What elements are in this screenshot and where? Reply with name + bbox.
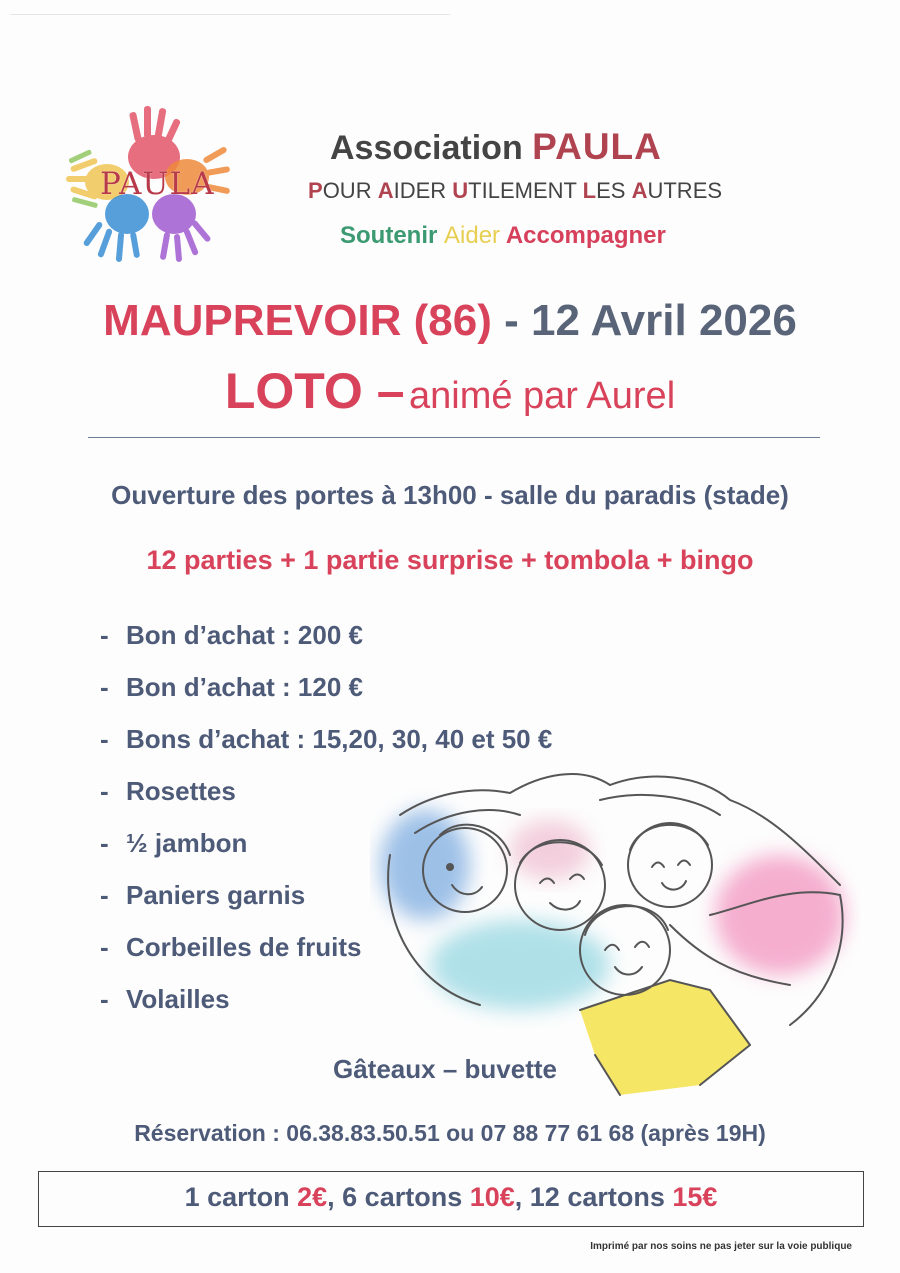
games-info: 12 parties + 1 partie surprise + tombola + bingo bbox=[146, 545, 754, 575]
association-name: PAULA bbox=[532, 126, 662, 167]
bullet-dash: - bbox=[100, 672, 109, 702]
price-value: 2€ bbox=[297, 1182, 328, 1212]
pricing-box bbox=[38, 1171, 864, 1227]
prize-label: ½ jambon bbox=[126, 828, 248, 858]
price-label: , 6 cartons bbox=[327, 1182, 470, 1212]
scan-artifact-line bbox=[10, 14, 450, 15]
price-value: 15€ bbox=[672, 1182, 718, 1212]
tagline-initial: L bbox=[582, 178, 597, 203]
tagline-initial: P bbox=[308, 178, 323, 203]
event-date: - 12 Avril 2026 bbox=[504, 296, 797, 345]
tagline-word: UTRES bbox=[647, 178, 723, 203]
bullet-dash: - bbox=[100, 776, 109, 806]
motto-soutenir: Soutenir bbox=[340, 222, 438, 249]
prize-label: Volailles bbox=[126, 984, 230, 1014]
event-host: animé par Aurel bbox=[408, 375, 676, 417]
price-value: 10€ bbox=[469, 1182, 515, 1212]
event-place-date bbox=[0, 296, 900, 346]
event-title-line bbox=[0, 362, 900, 420]
motto-aider: Aider bbox=[444, 222, 501, 249]
tagline-word: ES bbox=[596, 178, 632, 203]
bullet-dash: - bbox=[100, 880, 109, 910]
prize-label: Bons d’achat : 15,20, 30, 40 et 50 € bbox=[126, 724, 553, 754]
paula-logo bbox=[62, 102, 232, 267]
prize-label: Bon d’achat : 200 € bbox=[126, 620, 363, 650]
tagline-initial: A bbox=[631, 178, 648, 203]
bullet-dash: - bbox=[100, 724, 109, 754]
price-label: , 12 cartons bbox=[514, 1182, 673, 1212]
list-item bbox=[100, 672, 552, 724]
refreshments-info: Gâteaux – buvette bbox=[333, 1054, 557, 1084]
event-title: LOTO – bbox=[224, 363, 405, 419]
tagline-word: IDER bbox=[393, 178, 453, 203]
prize-label: Rosettes bbox=[126, 776, 236, 806]
opening-info: Ouverture des portes à 13h00 - salle du paradis (stade) bbox=[111, 480, 789, 510]
footer-note: Imprimé par nos soins ne pas jeter sur la voie publique bbox=[590, 1241, 852, 1252]
tagline-word: TILEMENT bbox=[468, 178, 583, 203]
divider bbox=[88, 437, 820, 438]
bullet-dash: - bbox=[100, 932, 109, 962]
bullet-dash: - bbox=[100, 828, 109, 858]
price-label: 1 carton bbox=[184, 1182, 298, 1212]
tagline-initial: U bbox=[452, 178, 469, 203]
children-drawing-icon bbox=[370, 755, 860, 1100]
prize-label: Bon d’achat : 120 € bbox=[126, 672, 363, 702]
logo-text: PAULA bbox=[100, 166, 215, 202]
association-motto bbox=[340, 222, 666, 250]
list-item bbox=[100, 620, 552, 672]
association-tagline bbox=[308, 178, 722, 204]
prize-label: Paniers garnis bbox=[126, 880, 306, 910]
tagline-word: OUR bbox=[322, 178, 378, 203]
tagline-initial: A bbox=[377, 178, 394, 203]
bullet-dash: - bbox=[100, 620, 109, 650]
prize-label: Corbeilles de fruits bbox=[126, 932, 362, 962]
association-title bbox=[330, 126, 662, 168]
children-illustration bbox=[370, 755, 860, 1100]
event-place: MAUPREVOIR (86) bbox=[103, 296, 492, 345]
bullet-dash: - bbox=[100, 984, 109, 1014]
reservation-info: Réservation : 06.38.83.50.51 ou 07 88 77 61 68 (après 19H) bbox=[134, 1120, 766, 1146]
motto-accompagner: Accompagner bbox=[505, 222, 666, 249]
association-prefix: Association bbox=[330, 129, 523, 167]
